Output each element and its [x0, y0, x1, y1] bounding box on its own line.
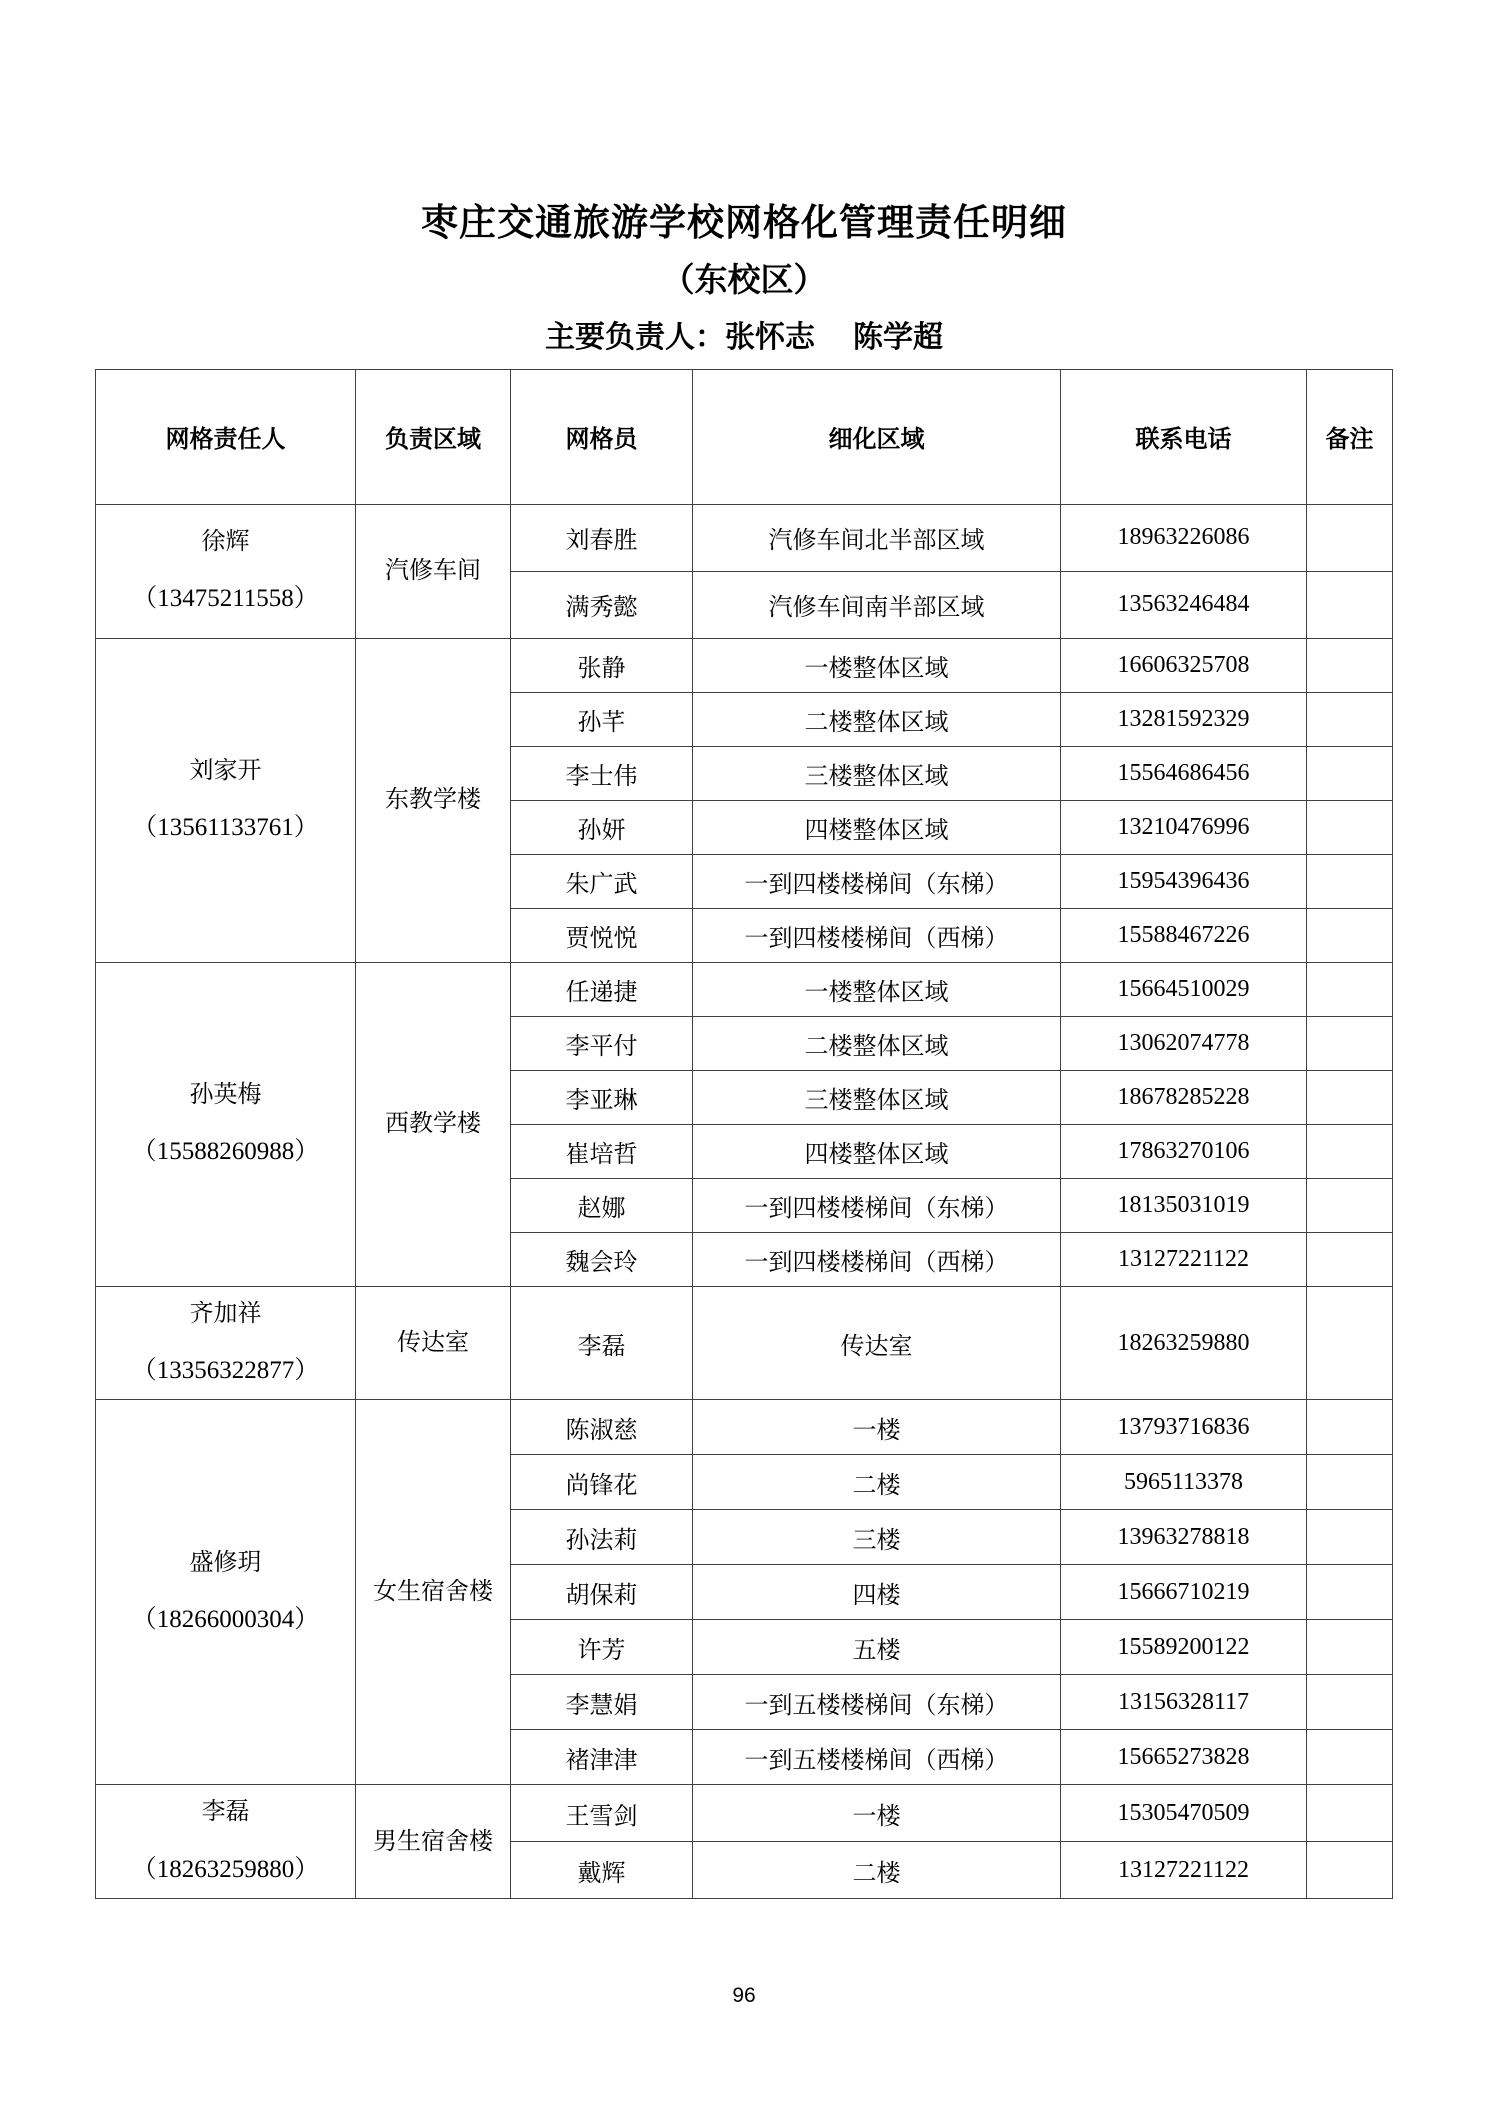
- zone-cell: 传达室: [693, 1286, 1061, 1400]
- member-cell: 孙法莉: [511, 1510, 693, 1565]
- member-cell: 孙芊: [511, 692, 693, 746]
- area-cell: 汽修车间: [356, 504, 511, 638]
- phone-cell: 15589200122: [1061, 1620, 1307, 1675]
- page-title: 枣庄交通旅游学校网格化管理责任明细: [421, 203, 1067, 244]
- area-cell: 女生宿舍楼: [356, 1400, 511, 1785]
- phone-cell: 15664510029: [1061, 962, 1307, 1016]
- zone-cell: 四楼整体区域: [693, 1124, 1061, 1178]
- member-cell: 崔培哲: [511, 1124, 693, 1178]
- note-cell: [1307, 692, 1393, 746]
- phone-cell: 18963226086: [1061, 504, 1307, 571]
- member-cell: 许芳: [511, 1620, 693, 1675]
- leader-name: 齐加祥: [189, 1300, 262, 1327]
- phone-cell: 13156328117: [1061, 1675, 1307, 1730]
- member-cell: 魏会玲: [511, 1232, 693, 1286]
- zone-cell: 一楼整体区域: [693, 962, 1061, 1016]
- note-cell: [1307, 1178, 1393, 1232]
- col-header-leader: 网格责任人: [96, 369, 356, 504]
- zone-cell: 二楼整体区域: [693, 1016, 1061, 1070]
- member-cell: 李士伟: [511, 746, 693, 800]
- phone-cell: 13062074778: [1061, 1016, 1307, 1070]
- phone-cell: 5965113378: [1061, 1455, 1307, 1510]
- note-cell: [1307, 854, 1393, 908]
- table-row: [96, 504, 1393, 571]
- leader-cell: [96, 1400, 356, 1785]
- zone-cell: 汽修车间北半部区域: [693, 504, 1061, 571]
- col-header-zone: 细化区域: [693, 369, 1061, 504]
- col-header-member: 网格员: [511, 369, 693, 504]
- phone-cell: 13127221122: [1061, 1842, 1307, 1899]
- note-cell: [1307, 1510, 1393, 1565]
- responsibility-table: [95, 369, 1393, 1899]
- phone-cell: 18263259880: [1061, 1286, 1307, 1400]
- phone-cell: 13127221122: [1061, 1232, 1307, 1286]
- note-cell: [1307, 571, 1393, 638]
- table-row: [96, 962, 1393, 1016]
- principals-line: [0, 318, 1488, 357]
- phone-cell: 15665273828: [1061, 1730, 1307, 1785]
- member-cell: 李平付: [511, 1016, 693, 1070]
- note-cell: [1307, 1400, 1393, 1455]
- member-cell: 任递捷: [511, 962, 693, 1016]
- grid-table-body: [96, 504, 1393, 1898]
- member-cell: 李亚琳: [511, 1070, 693, 1124]
- phone-cell: 15954396436: [1061, 854, 1307, 908]
- note-cell: [1307, 1232, 1393, 1286]
- col-header-phone: 联系电话: [1061, 369, 1307, 504]
- note-cell: [1307, 1455, 1393, 1510]
- note-cell: [1307, 1124, 1393, 1178]
- phone-cell: 16606325708: [1061, 638, 1307, 692]
- note-cell: [1307, 504, 1393, 571]
- zone-cell: 一楼: [693, 1785, 1061, 1842]
- note-cell: [1307, 908, 1393, 962]
- phone-cell: 13210476996: [1061, 800, 1307, 854]
- zone-cell: 一到四楼楼梯间（东梯）: [693, 1178, 1061, 1232]
- area-cell: 西教学楼: [356, 962, 511, 1286]
- note-cell: [1307, 1565, 1393, 1620]
- member-cell: 胡保莉: [511, 1565, 693, 1620]
- zone-cell: 三楼整体区域: [693, 746, 1061, 800]
- leader-cell: [96, 504, 356, 638]
- leader-name: 盛修玥: [189, 1550, 262, 1577]
- leader-cell: [96, 1286, 356, 1400]
- area-cell: 传达室: [356, 1286, 511, 1400]
- leader-name: 李磊: [201, 1799, 250, 1826]
- member-cell: 孙妍: [511, 800, 693, 854]
- member-cell: 李磊: [511, 1286, 693, 1400]
- leader-cell: [96, 962, 356, 1286]
- leader-cell: [96, 1785, 356, 1899]
- note-cell: [1307, 1842, 1393, 1899]
- zone-cell: 三楼: [693, 1510, 1061, 1565]
- table-row: [96, 1785, 1393, 1842]
- zone-cell: 二楼: [693, 1842, 1061, 1899]
- phone-cell: 13281592329: [1061, 692, 1307, 746]
- area-cell: 男生宿舍楼: [356, 1785, 511, 1899]
- page-number: 96: [732, 1984, 756, 2007]
- phone-cell: 13563246484: [1061, 571, 1307, 638]
- zone-cell: 一到五楼楼梯间（西梯）: [693, 1730, 1061, 1785]
- phone-cell: 13793716836: [1061, 1400, 1307, 1455]
- note-cell: [1307, 1675, 1393, 1730]
- leader-phone: （13561133761）: [132, 814, 319, 842]
- principal-name-1: 张怀志: [725, 320, 815, 354]
- table-header-row: [96, 369, 1393, 504]
- zone-cell: 一到四楼楼梯间（东梯）: [693, 854, 1061, 908]
- note-cell: [1307, 1070, 1393, 1124]
- member-cell: 贾悦悦: [511, 908, 693, 962]
- col-header-note: 备注: [1307, 369, 1393, 504]
- phone-cell: 15305470509: [1061, 1785, 1307, 1842]
- member-cell: 陈淑慈: [511, 1400, 693, 1455]
- member-cell: 戴辉: [511, 1842, 693, 1899]
- leader-phone: （13475211558）: [132, 585, 319, 613]
- zone-cell: 三楼整体区域: [693, 1070, 1061, 1124]
- zone-cell: 四楼: [693, 1565, 1061, 1620]
- table-head: [96, 369, 1393, 504]
- zone-cell: 二楼: [693, 1455, 1061, 1510]
- phone-cell: 18135031019: [1061, 1178, 1307, 1232]
- leader-phone: （18266000304）: [131, 1606, 320, 1634]
- zone-cell: 一到四楼楼梯间（西梯）: [693, 908, 1061, 962]
- member-cell: 尚锋花: [511, 1455, 693, 1510]
- note-cell: [1307, 1286, 1393, 1400]
- zone-cell: 一楼: [693, 1400, 1061, 1455]
- leader-phone: （15588260988）: [131, 1138, 320, 1166]
- zone-cell: 一楼整体区域: [693, 638, 1061, 692]
- area-cell: 东教学楼: [356, 638, 511, 962]
- leader-name: 刘家开: [189, 757, 262, 784]
- member-cell: 李慧娟: [511, 1675, 693, 1730]
- phone-cell: 15564686456: [1061, 746, 1307, 800]
- member-cell: 王雪剑: [511, 1785, 693, 1842]
- table-row: [96, 1286, 1393, 1400]
- zone-cell: 五楼: [693, 1620, 1061, 1675]
- note-cell: [1307, 962, 1393, 1016]
- note-cell: [1307, 1016, 1393, 1070]
- zone-cell: 四楼整体区域: [693, 800, 1061, 854]
- principals-label: 主要负责人：: [545, 320, 725, 354]
- note-cell: [1307, 800, 1393, 854]
- leader-phone: （18263259880）: [131, 1855, 320, 1883]
- leader-cell: [96, 638, 356, 962]
- page-subtitle: （东校区）: [661, 263, 827, 300]
- member-cell: 满秀懿: [511, 571, 693, 638]
- note-cell: [1307, 1620, 1393, 1675]
- table-row: [96, 1400, 1393, 1455]
- note-cell: [1307, 1785, 1393, 1842]
- leader-name: 徐辉: [201, 528, 250, 555]
- phone-cell: 15588467226: [1061, 908, 1307, 962]
- phone-cell: 15666710219: [1061, 1565, 1307, 1620]
- zone-cell: 一到五楼楼梯间（东梯）: [693, 1675, 1061, 1730]
- principal-name-2: 陈学超: [853, 320, 943, 354]
- table-row: [96, 638, 1393, 692]
- leader-phone: （13356322877）: [131, 1356, 320, 1384]
- member-cell: 褚津津: [511, 1730, 693, 1785]
- phone-cell: 18678285228: [1061, 1070, 1307, 1124]
- phone-cell: 17863270106: [1061, 1124, 1307, 1178]
- phone-cell: 13963278818: [1061, 1510, 1307, 1565]
- note-cell: [1307, 638, 1393, 692]
- note-cell: [1307, 746, 1393, 800]
- member-cell: 赵娜: [511, 1178, 693, 1232]
- col-header-area: 负责区域: [356, 369, 511, 504]
- zone-cell: 一到四楼楼梯间（西梯）: [693, 1232, 1061, 1286]
- leader-name: 孙英梅: [189, 1081, 262, 1108]
- member-cell: 刘春胜: [511, 504, 693, 571]
- zone-cell: 二楼整体区域: [693, 692, 1061, 746]
- note-cell: [1307, 1730, 1393, 1785]
- zone-cell: 汽修车间南半部区域: [693, 571, 1061, 638]
- member-cell: 朱广武: [511, 854, 693, 908]
- member-cell: 张静: [511, 638, 693, 692]
